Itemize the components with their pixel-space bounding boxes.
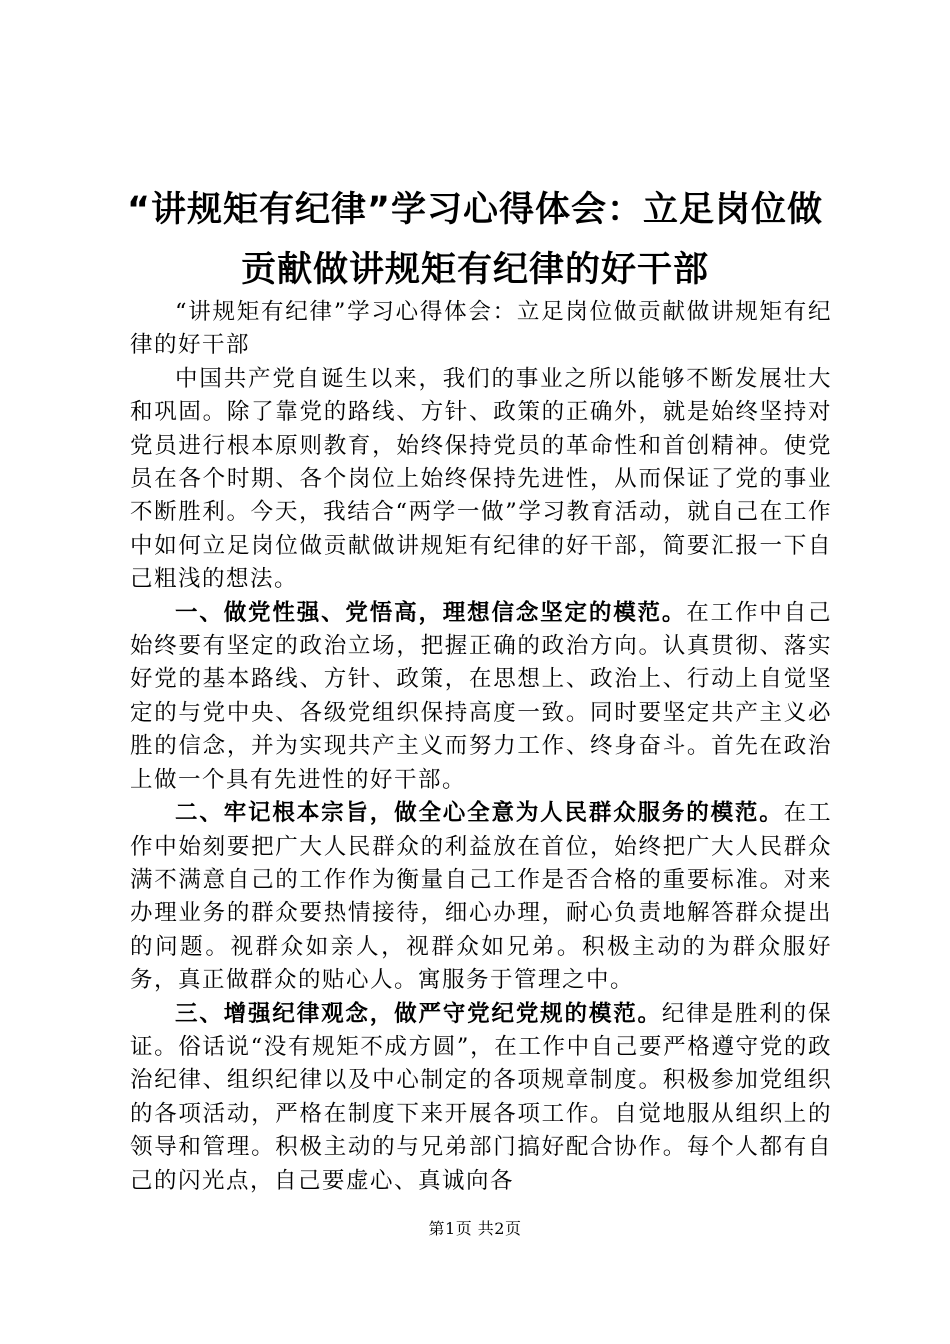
section-paragraph-1 — [130, 597, 832, 797]
section-heading-2: 二、牢记根本宗旨，做全心全意为人民群众服务的模范。 — [175, 800, 784, 827]
subtitle-paragraph: “讲规矩有纪律”学习心得体会：立足岗位做贡献做讲规矩有纪律的好干部 — [130, 299, 832, 359]
section-text-2: 在工作中始刻要把广大人民群众的利益放在首位，始终把广大人民群众满不满意自己的工作作为衡量自己工作是否合格的重要标准。对来办理业务的群众要热情接待，细心办理，耐心负责地解答群众提出的问题。视群众如亲人，视群众如兄弟。积极主动的为群众服好务，真正做群众的贴心人。寓服务于管理之中。 — [130, 800, 832, 994]
document-title-line-2: 贡献做讲规矩有纪律的好干部 — [240, 250, 709, 290]
section-paragraph-3 — [130, 998, 832, 1198]
document-body — [130, 296, 832, 1198]
document-title-line-1: “讲规矩有纪律”学习心得体会：立足岗位做 — [126, 190, 823, 230]
section-text-3: 纪律是胜利的保证。俗话说“没有规矩不成方圆”，在工作中自己要严格遵守党的政治纪律、组织纪律以及中心制定的各项规章制度。积极参加党组织的各项活动，严格在制度下来开展各项工作。自觉地服从组织上的领导和管理。积极主动的与兄弟部门搞好配合协作。每个人都有自己的闪光点，自己要虚心、真诚向各 — [130, 1000, 832, 1194]
intro-paragraph: 中国共产党自诞生以来，我们的事业之所以能够不断发展壮大和巩固。除了靠党的路线、方针、政策的正确外，就是始终坚持对党员进行根本原则教育，始终保持党员的革命性和首创精神。使党员在各个时期、各个岗位上始终保持先进性，从而保证了党的事业不断胜利。今天，我结合“两学一做”学习教育活动，就自己在工作中如何立足岗位做贡献做讲规矩有纪律的好干部，简要汇报一下自己粗浅的想法。 — [130, 365, 832, 593]
section-text-1: 在工作中自己始终要有坚定的政治立场，把握正确的政治方向。认真贯彻、落实好党的基本路线、方针、政策，在思想上、政治上、行动上自觉坚定的与党中央、各级党组织保持高度一致。同时要坚定共产主义必胜的信念，并为实现共产主义而努力工作、终身奋斗。首先在政治上做一个具有先进性的好干部。 — [130, 599, 832, 793]
section-heading-3: 三、增强纪律观念，做严守党纪党规的模范。 — [175, 1000, 662, 1027]
page-footer: 第1页 共2页 — [428, 1219, 522, 1238]
section-heading-1: 一、做党性强、党悟高，理想信念坚定的模范。 — [175, 599, 687, 626]
section-paragraph-2 — [130, 797, 832, 997]
